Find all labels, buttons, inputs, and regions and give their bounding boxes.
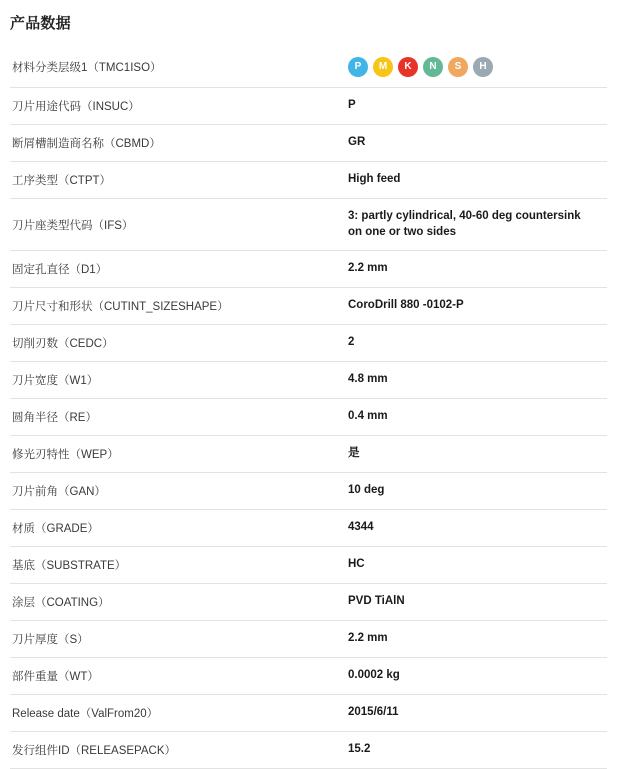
table-row [10, 510, 607, 547]
row-label: 涂层（COATING） [12, 597, 110, 610]
iso-badge-p[interactable]: P [348, 57, 368, 77]
row-label: 材料分类层级1（TMC1ISO） [12, 62, 162, 74]
row-label: 刀片用途代码（INSUC） [12, 101, 140, 113]
table-row [10, 251, 607, 288]
row-label: 工序类型（CTPT） [12, 175, 112, 187]
table-row [10, 658, 607, 695]
table-row [10, 473, 607, 510]
table-row [10, 325, 607, 362]
row-value: 10 deg [348, 484, 385, 497]
table-row [10, 125, 607, 162]
iso-badge-m[interactable]: M [373, 57, 393, 77]
row-value: CoroDrill 880 -0102-P [348, 299, 464, 312]
table-row [10, 288, 607, 325]
row-label: 圆角半径（RE） [12, 412, 97, 425]
row-label: 刀片宽度（W1） [12, 375, 99, 388]
row-value: 3: partly cylindrical, 40-60 deg countersink on one or two sides [348, 210, 581, 238]
row-value: 2.2 mm [348, 632, 388, 645]
row-value: 2.2 mm [348, 262, 388, 275]
row-value [346, 47, 607, 88]
row-value: High feed [348, 173, 401, 186]
row-label: 刀片厚度（S） [12, 634, 89, 647]
row-value: 2 [348, 336, 355, 349]
row-label: 发行组件ID（RELEASEPACK） [12, 745, 177, 758]
row-value: 0.0002 kg [348, 669, 400, 682]
row-label: 切削刃数（CEDC） [12, 338, 114, 351]
product-data-table [10, 47, 607, 769]
row-label: 刀片座类型代码（IFS） [12, 219, 134, 232]
row-label: 断屑槽制造商名称（CBMD） [12, 138, 161, 150]
table-row [10, 199, 607, 251]
page-title: 产品数据 [10, 15, 71, 32]
table-row [10, 732, 607, 769]
row-label: 材质（GRADE） [12, 523, 99, 536]
row-value: HC [348, 558, 365, 571]
table-row [10, 47, 607, 88]
row-label: 刀片尺寸和形状（CUTINT_SIZESHAPE） [12, 301, 229, 314]
iso-badge-k[interactable]: K [398, 57, 418, 77]
row-value: 是 [348, 447, 360, 460]
iso-badge-h[interactable]: H [473, 57, 493, 77]
table-row [10, 436, 607, 473]
table-row [10, 162, 607, 199]
row-value: 0.4 mm [348, 410, 388, 423]
row-label: 基底（SUBSTRATE） [12, 560, 127, 573]
row-label: Release date（ValFrom20） [12, 708, 159, 721]
table-row [10, 547, 607, 584]
row-label: 修光刃特性（WEP） [12, 449, 119, 462]
table-row [10, 621, 607, 658]
row-value: 4.8 mm [348, 373, 388, 386]
row-value: P [348, 99, 356, 112]
iso-badge-s[interactable]: S [448, 57, 468, 77]
row-label: 固定孔直径（D1） [12, 264, 108, 277]
row-value: 4344 [348, 521, 374, 534]
table-row [10, 399, 607, 436]
iso-badge-n[interactable]: N [423, 57, 443, 77]
table-row [10, 362, 607, 399]
table-row [10, 695, 607, 732]
table-body [10, 47, 607, 769]
row-value: 2015/6/11 [348, 706, 399, 719]
iso-material-group-list [348, 57, 603, 77]
row-label: 部件重量（WT） [12, 671, 99, 684]
row-value: PVD TiAlN [348, 595, 405, 608]
row-value: GR [348, 136, 366, 149]
row-value: 15.2 [348, 743, 371, 756]
row-label: 刀片前角（GAN） [12, 486, 106, 499]
table-row [10, 88, 607, 125]
table-row [10, 584, 607, 621]
